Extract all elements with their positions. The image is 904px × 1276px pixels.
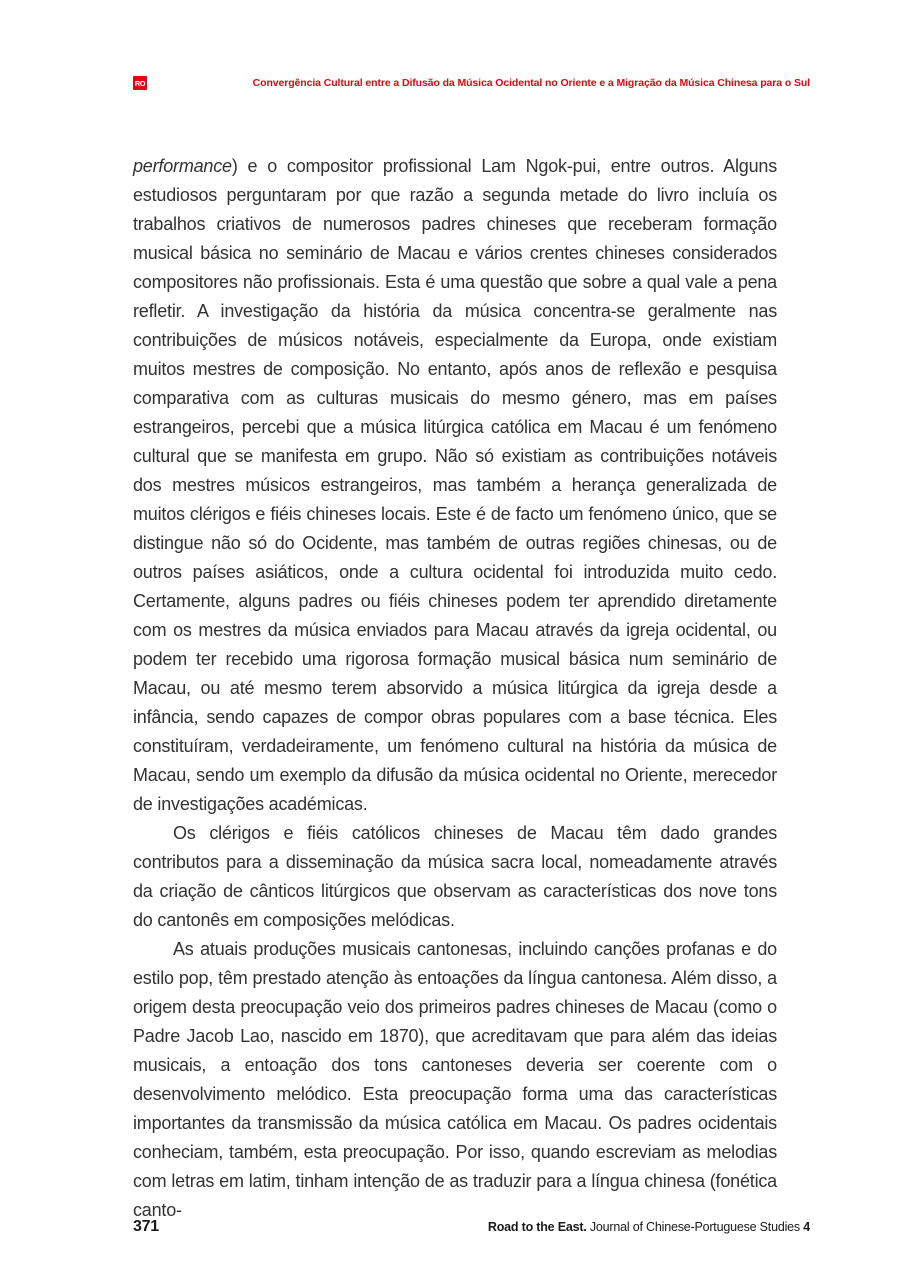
journal-logo-icon: RO bbox=[133, 76, 147, 90]
journal-issue-number: 4 bbox=[803, 1220, 810, 1234]
body-text-block bbox=[133, 152, 777, 1225]
page-footer bbox=[133, 1218, 810, 1236]
paragraph-3: As atuais produções musicais cantonesas, incluindo canções profanas e do estilo pop, têm prestado atenção às entoações da língua cantonesa. Além disso, a origem desta preocupação veio dos primeiros padres chineses de Macau (como o Padre Jacob Lao, nascido em 1870), que acreditavam que para além das ideias musicais, a entoação dos tons cantoneses deveria ser coerente com o desenvolvimento melódico. Esta preocupação forma uma das características importantes da transmissão da música católica em Macau. Os padres ocidentais conheciam, também, esta preocupação. Por isso, quando escreviam as melodias com letras em latim, tinham intenção de as traduzir para a língua chinesa (fonética canto- bbox=[133, 939, 777, 1220]
paragraph-2: Os clérigos e fiéis católicos chineses de Macau têm dado grandes contributos para a disseminação da música sacra local, nomeadamente através da criação de cânticos litúrgicos que observam as características dos nove tons do cantonês em composições melódicas. bbox=[133, 823, 777, 930]
running-header-title: Convergência Cultural entre a Difusão da Música Ocidental no Oriente e a Migração da Música Chinesa para o Sul bbox=[252, 77, 810, 89]
italic-lead-word: performance bbox=[133, 156, 232, 176]
journal-subtitle: Journal of Chinese-Portuguese Studies bbox=[586, 1220, 804, 1234]
paragraph-1 bbox=[133, 152, 777, 819]
running-header bbox=[133, 76, 810, 90]
paragraph-1-text: ) e o compositor profissional Lam Ngok-pui, entre outros. Alguns estudiosos perguntaram por que razão a segunda metade do livro incluía os trabalhos criativos de numerosos padres chineses que receberam formação musical básica no seminário de Macau e vários crentes chineses considerados compositores não profissionais. Esta é uma questão que sobre a qual vale a pena refletir. A investigação da história da música concentra-se geralmente nas contribuições de músicos notáveis, especialmente da Europa, onde existiam muitos mestres de composição. No entanto, após anos de reflexão e pesquisa comparativa com as culturas musicais do mesmo género, mas em países estrangeiros, percebi que a música litúrgica católica em Macau é um fenómeno cultural que se manifesta em grupo. Não só existiam as contribuições notáveis dos mestres músicos estrangeiros, mas também a herança generalizada de muitos clérigos e fiéis chineses locais. Este é de facto um fenómeno único, que se distingue não só do Ocidente, mas também de outras regiões chinesas, ou de outros países asiáticos, onde a cultura ocidental foi introduzida muito cedo. Certamente, alguns padres ou fiéis chineses podem ter aprendido diretamente com os mestres da música enviados para Macau através da igreja ocidental, ou podem ter recebido uma rigorosa formação musical básica num seminário de Macau, ou até mesmo terem absorvido a música litúrgica da igreja desde a infância, sendo capazes de compor obras populares com a base técnica. Eles constituíram, verdadeiramente, um fenómeno cultural na história da música de Macau, sendo um exemplo da difusão da música ocidental no Oriente, merecedor de investigações académicas. bbox=[133, 156, 777, 814]
journal-title: Road to the East. bbox=[487, 1220, 587, 1234]
page-number: 371 bbox=[133, 1218, 159, 1235]
journal-citation bbox=[488, 1220, 810, 1234]
